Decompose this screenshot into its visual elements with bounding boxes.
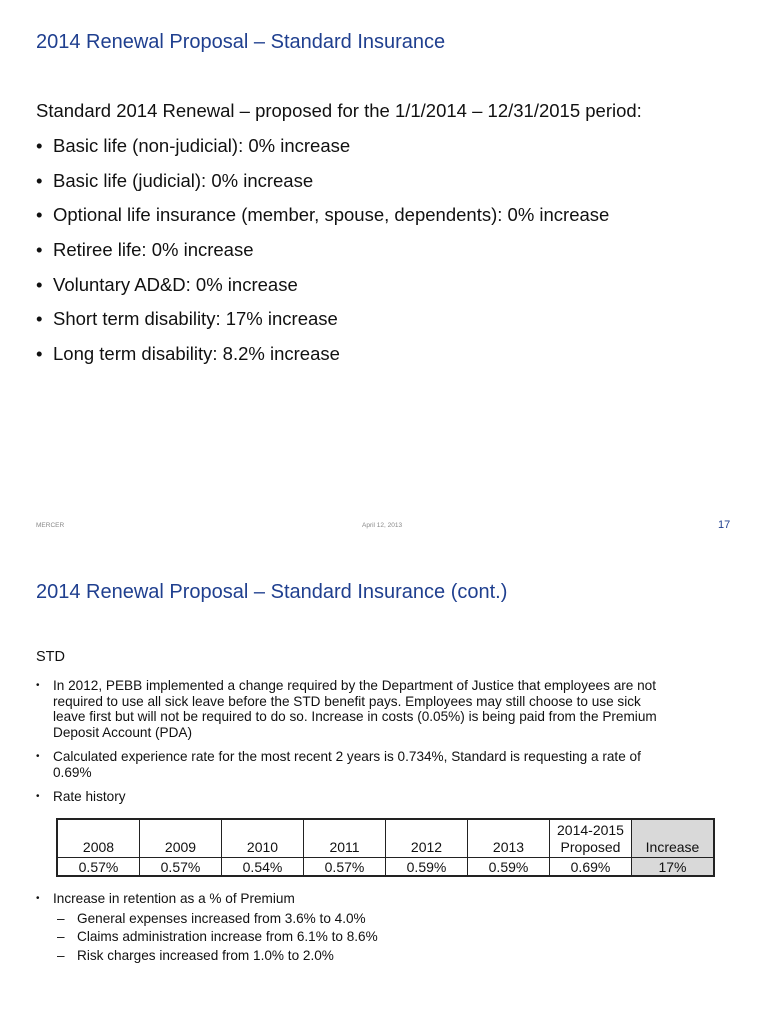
table-header-cell: 2009 — [140, 819, 222, 858]
header-line: 2014-2015 — [557, 822, 624, 838]
retention-bullet-list — [36, 891, 676, 965]
bullet-item: • Voluntary AD&D: 0% increase — [36, 273, 609, 308]
page-number: 17 — [718, 519, 731, 531]
footer-company: MERCER — [36, 522, 65, 529]
bullet-item: • Rate history — [36, 789, 676, 805]
retention-heading: Increase in retention as a % of Premium — [53, 891, 295, 906]
slide-18 — [0, 548, 768, 1024]
bullet-item — [36, 891, 676, 965]
table-header-cell: Increase — [632, 819, 715, 858]
table-header-row — [57, 819, 714, 858]
table-header-cell: 2010 — [222, 819, 304, 858]
table-header-cell: 2008 — [57, 819, 140, 858]
header-line: Proposed — [560, 839, 621, 855]
table-row — [57, 858, 714, 877]
renewal-intro: Standard 2014 Renewal – proposed for the 1/1/2014 – 12/31/2015 period: — [36, 100, 642, 121]
bullet-item: • Basic life (non-judicial): 0% increase — [36, 134, 609, 169]
bullet-item: • In 2012, PEBB implemented a change required by the Department of Justice that employees are not required to use all sick leave before the STD benefit pays. Employees may still choose to use sick leave first but will not be required to do so. Increase in costs (0.05%) is being paid from the Premium Deposit Account (PDA) — [36, 678, 676, 740]
bullet-item: • Retiree life: 0% increase — [36, 238, 609, 273]
table-cell: 0.54% — [222, 858, 304, 877]
bullet-item: • Calculated experience rate for the most recent 2 years is 0.734%, Standard is requesting a rate of 0.69% — [36, 749, 676, 780]
sub-item: – Claims administration increase from 6.1% to 8.6% — [53, 928, 676, 947]
sub-item: – General expenses increased from 3.6% to 4.0% — [53, 910, 676, 929]
table-cell: 0.57% — [304, 858, 386, 877]
bullet-item: • Long term disability: 8.2% increase — [36, 342, 609, 377]
slide-title: 2014 Renewal Proposal – Standard Insurance — [36, 31, 446, 53]
bullet-item: • Short term disability: 17% increase — [36, 307, 609, 342]
table-header-cell — [550, 819, 632, 858]
footer-date: April 12, 2013 — [362, 522, 403, 529]
table-cell: 0.57% — [57, 858, 140, 877]
table-cell: 17% — [632, 858, 715, 877]
bullet-item: • Basic life (judicial): 0% increase — [36, 169, 609, 204]
sub-item: – Risk charges increased from 1.0% to 2.0% — [53, 947, 676, 966]
table-cell: 0.69% — [550, 858, 632, 877]
retention-sub-list — [53, 910, 676, 966]
table-header-cell: 2011 — [304, 819, 386, 858]
table-header-cell: 2012 — [386, 819, 468, 858]
renewal-bullet-list — [36, 134, 609, 377]
table-cell: 0.59% — [386, 858, 468, 877]
section-heading: STD — [36, 649, 65, 665]
slide-title: 2014 Renewal Proposal – Standard Insurance (cont.) — [36, 581, 508, 603]
table-header-cell: 2013 — [468, 819, 550, 858]
rate-history-table — [56, 818, 715, 877]
std-bullet-list — [36, 678, 676, 814]
table-cell: 0.57% — [140, 858, 222, 877]
table-cell: 0.59% — [468, 858, 550, 877]
bullet-item: • Optional life insurance (member, spouse, dependents): 0% increase — [36, 203, 609, 238]
